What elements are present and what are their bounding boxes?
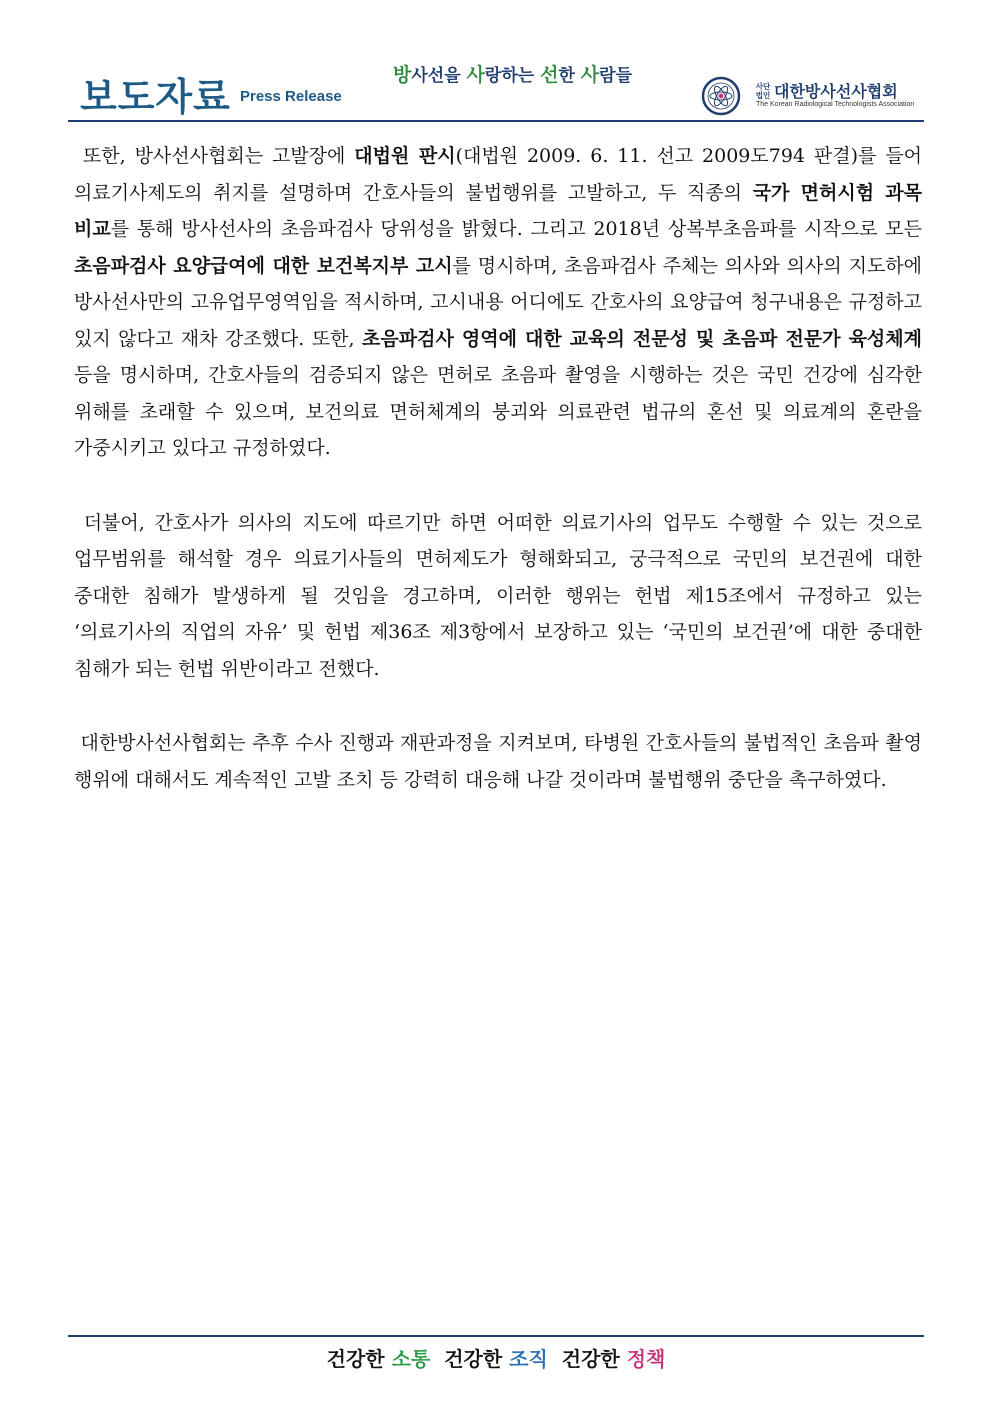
paragraph-2: 더불어, 간호사가 의사의 지도에 따르기만 하면 어떠한 의료기사의 업무도 수행할 수 있는 것으로 업무범위를 해석할 경우 의료기사들의 면허제도가 형해화되고, 궁극적으로 국민의 보건권에 대한 중대한 침해가 발생하게 될 것임을 경고하며, 이러한 행위는 헌법 제15조에서 규정하고 있는 ‘의료기사의 직업의 자유’ 및 헌법 제36조 제3항에서 보장하고 있는 ‘국민의 보건권’에 대한 중대한 침해가 되는 헌법 위반이라고 전했다. <box>74 511 922 680</box>
header-divider <box>68 120 924 122</box>
atom-emblem-icon <box>694 76 748 116</box>
organization-name: 대한방사선사협회 <box>774 82 898 101</box>
article-body <box>74 138 922 836</box>
footer-divider <box>68 1335 924 1337</box>
press-release-subtitle: Press Release <box>240 88 342 105</box>
paragraph-3: 대한방사선사협회는 추후 수사 진행과 재판과정을 지켜보며, 타병원 간호사들의 불법적인 초음파 촬영 행위에 대해서도 계속적인 고발 조치 등 강력히 대응해 나갈 것이라며 불법행위 중단을 촉구하였다. <box>74 732 922 791</box>
press-release-title: 보도자료 <box>80 75 231 119</box>
page-header <box>68 52 924 122</box>
paragraph-1: 또한, 방사선사협회는 고발장에 대법원 판시(대법원 2009. 6. 11. 선고 2009도794 판결)를 들어 의료기사제도의 취지를 설명하며 간호사들의 불법행위를 고발하고, 두 직종의 국가 면허시험 과목 비교를 통해 방사선사의 초음파검사 당위성을 밝혔다. 그리고 2018년 상복부초음파를 시작으로 모든 초음파검사 요양급여에 대한 보건복지부 고시를 명시하며, 초음파검사 주체는 의사와 의사의 지도하에 방사선사만의 고유업무영역임을 적시하며, 고시내용 어디에도 간호사의 요양급여 청구내용은 규정하고 있지 않다고 재차 강조했다. 또한, 초음파검사 영역에 대한 교육의 전문성 및 초음파 전문가 육성체계 등을 명시하며, 간호사들의 검증되지 않은 면허로 초음파 촬영을 시행하는 것은 국민 건강에 심각한 위해를 초래할 수 있으며, 보건의료 면허체계의 붕괴와 의료관련 법규의 혼선 및 의료계의 혼란을 가중시키고 있다고 규정하였다. <box>74 145 923 459</box>
header-slogan: 방사선을 사랑하는 선한 사람들 <box>393 64 633 86</box>
logo-prefix: 사단법인 <box>755 82 771 100</box>
association-logo <box>694 76 924 116</box>
organization-name-en: The Korean Radiological Technologists Association <box>756 101 915 108</box>
footer-slogan: 건강한 소통 건강한 조직 건강한 정책 <box>326 1347 666 1371</box>
